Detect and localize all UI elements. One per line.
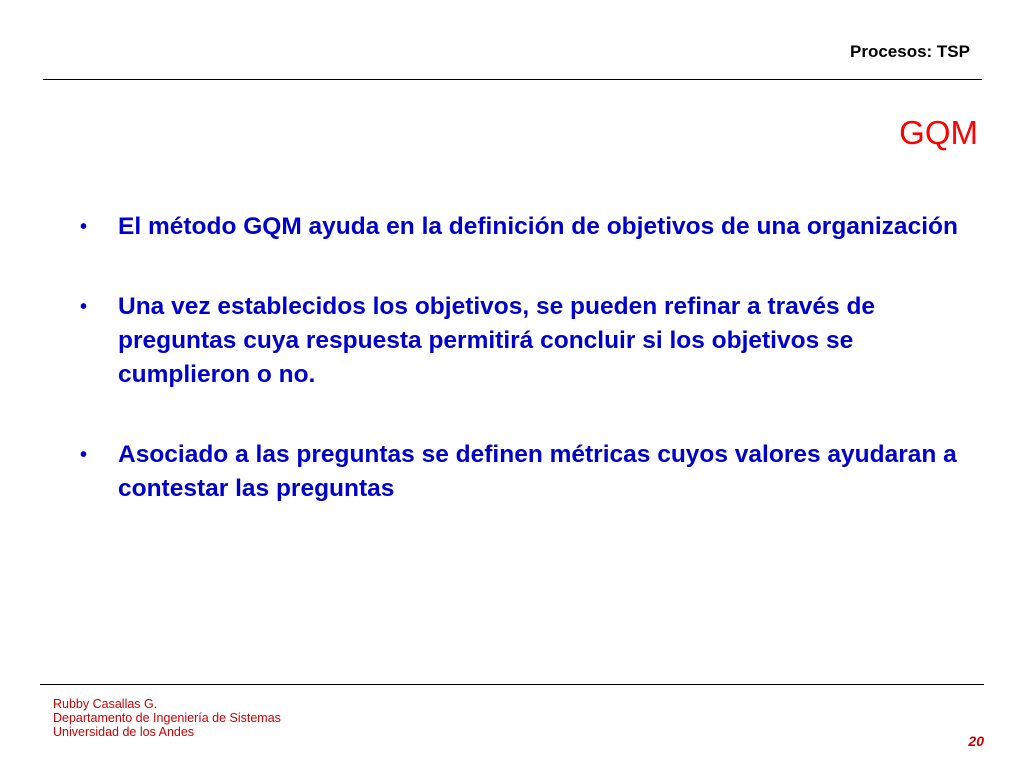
bullet-item	[80, 290, 980, 392]
bullet-dot-icon: •	[80, 216, 88, 238]
footer-credits	[53, 697, 281, 739]
slide-title: GQM	[899, 114, 978, 151]
bullet-text: Asociado a las preguntas se definen métricas cuyos valores ayudaran a contestar las preguntas	[118, 441, 957, 502]
bullet-item	[80, 438, 980, 506]
footer-author: Rubby Casallas G.	[53, 697, 158, 711]
bullet-text: Una vez establecidos los objetivos, se pueden refinar a través de preguntas cuya respuesta permitirá concluir si los objetivos se cumplieron o no.	[118, 293, 876, 388]
header-divider	[43, 79, 982, 80]
footer-divider	[40, 684, 984, 685]
header-title: Procesos: TSP	[850, 42, 970, 61]
footer-university: Universidad de los Andes	[53, 725, 195, 739]
bullet-list	[80, 210, 980, 552]
footer-department: Departamento de Ingeniería de Sistemas	[53, 711, 281, 725]
bullet-text: El método GQM ayuda en la definición de objetivos de una organización	[118, 213, 958, 240]
bullet-dot-icon: •	[80, 444, 88, 466]
page-number: 20	[968, 733, 984, 749]
bullet-item	[80, 210, 980, 244]
bullet-dot-icon: •	[80, 296, 88, 318]
